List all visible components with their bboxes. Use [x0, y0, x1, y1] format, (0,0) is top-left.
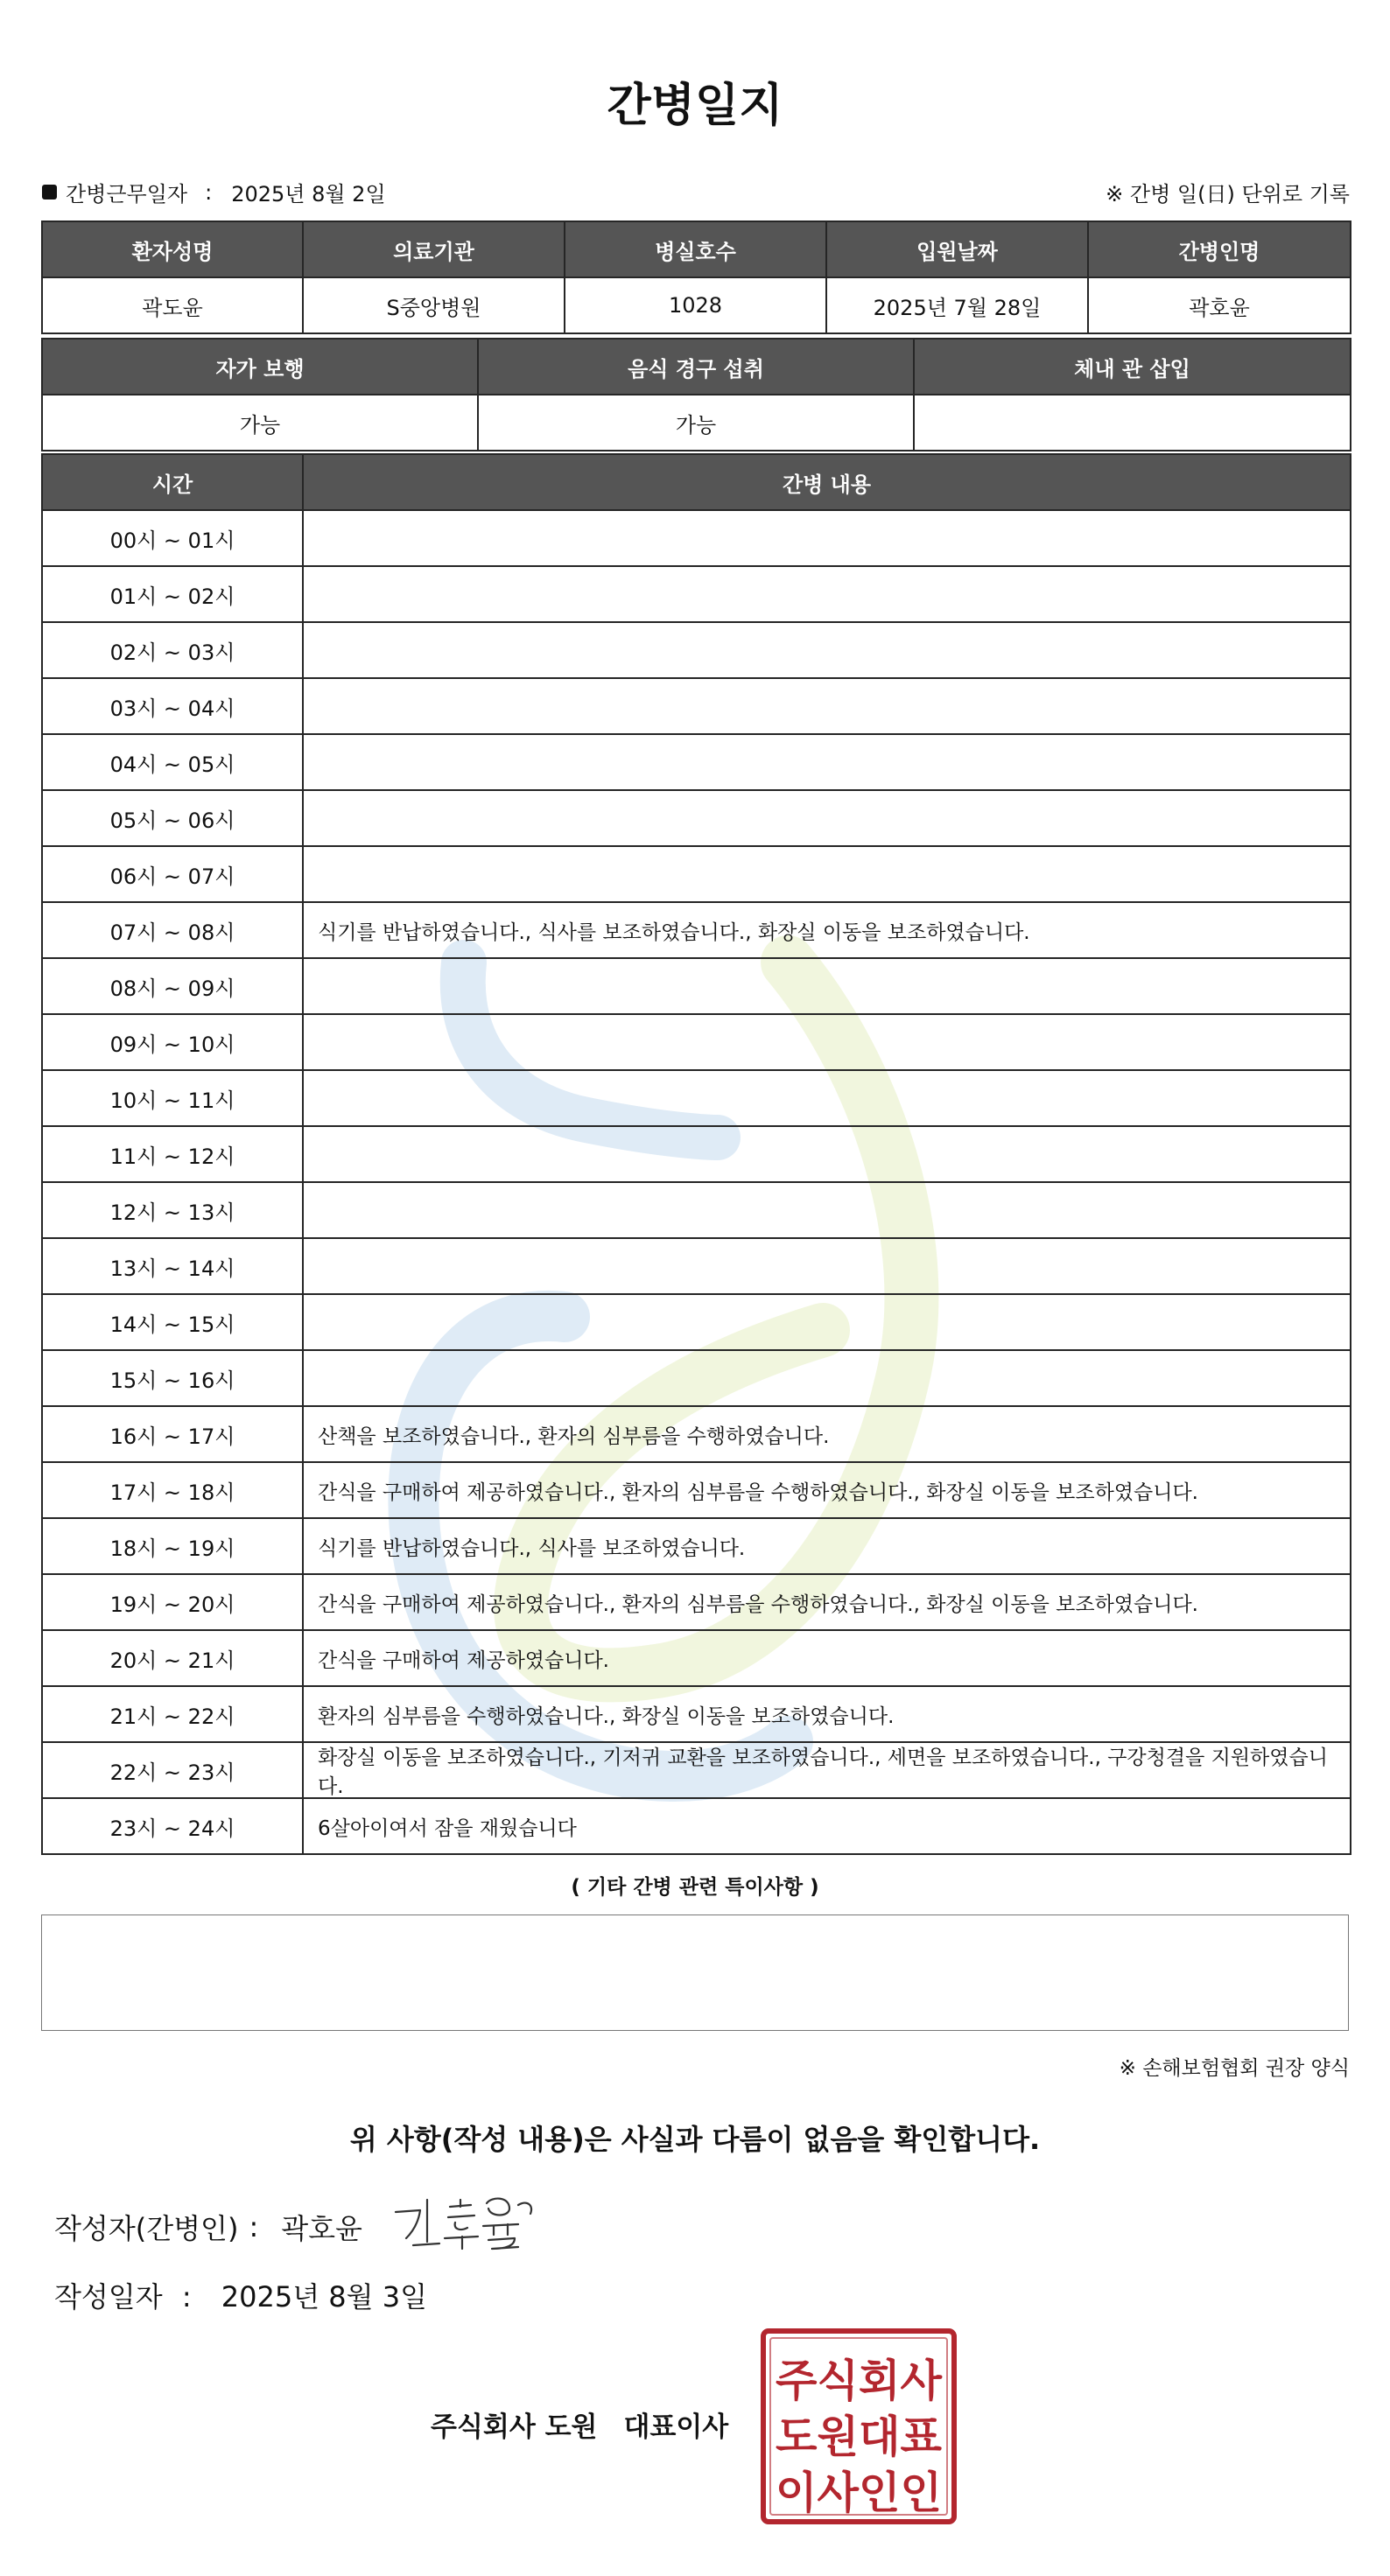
- care-content-cell: [302, 1293, 1351, 1351]
- caregiver-name-value: 곽호윤: [1087, 276, 1351, 334]
- company-seal-stamp: [760, 2328, 958, 2525]
- care-content-cell: [302, 1069, 1351, 1127]
- caregiver-name-header: 간병인명: [1087, 220, 1351, 278]
- special-notes-title: ( 기타 간병 관련 특이사항 ): [571, 1876, 819, 1899]
- care-content-cell: 환자의 심부름을 수행하였습니다., 화장실 이동을 보조하였습니다.: [302, 1685, 1351, 1743]
- company-signature-line: [431, 2404, 728, 2444]
- writer-name: 곽호윤: [281, 2212, 362, 2245]
- time-cell: 20시 ~ 21시: [41, 1629, 304, 1687]
- care-content-cell: 산책을 보조하였습니다., 환자의 심부름을 수행하였습니다.: [302, 1405, 1351, 1463]
- care-content-cell: 간식을 구매하여 제공하였습니다., 환자의 심부름을 수행하였습니다., 화장실 이동을 보조하였습니다.: [302, 1573, 1351, 1631]
- company-name: 주식회사 도원: [431, 2412, 598, 2443]
- writer-separator: :: [249, 2210, 259, 2244]
- tube-insertion-value: [913, 394, 1351, 452]
- care-content-cell: 6살아이여서 잠을 재웠습니다: [302, 1797, 1351, 1855]
- admission-date-value: 2025년 7월 28일: [825, 276, 1089, 334]
- care-content-cell: 화장실 이동을 보조하였습니다., 기저귀 교환을 보조하였습니다., 세면을 보조하였습니다., 구강청결을 지원하였습니다.: [302, 1741, 1351, 1799]
- care-content-cell: [302, 1181, 1351, 1239]
- page-title: 간병일지: [607, 80, 783, 132]
- time-cell: 13시 ~ 14시: [41, 1237, 304, 1295]
- care-content-cell: [302, 789, 1351, 847]
- write-date-row: [54, 2275, 427, 2315]
- time-cell: 23시 ~ 24시: [41, 1797, 304, 1855]
- time-header: 시간: [41, 453, 304, 511]
- oral-intake-value: 가능: [477, 394, 915, 452]
- tube-insertion-header: 체내 관 삽입: [913, 338, 1351, 396]
- care-content-cell: [302, 1349, 1351, 1407]
- time-cell: 04시 ~ 05시: [41, 733, 304, 791]
- time-cell: 00시 ~ 01시: [41, 509, 304, 567]
- time-cell: 19시 ~ 20시: [41, 1573, 304, 1631]
- room-number-header: 병실호수: [564, 220, 827, 278]
- confirmation-statement: 위 사항(작성 내용)은 사실과 다름이 없음을 확인합니다.: [349, 2123, 1041, 2156]
- condition-table: [41, 338, 1350, 450]
- care-content-cell: [302, 1237, 1351, 1295]
- time-cell: 03시 ~ 04시: [41, 677, 304, 735]
- duty-date-row: [42, 177, 1350, 208]
- admission-date-header: 입원날짜: [825, 220, 1089, 278]
- time-cell: 18시 ~ 19시: [41, 1517, 304, 1575]
- duty-date-field: [42, 177, 386, 207]
- time-cell: 12시 ~ 13시: [41, 1181, 304, 1239]
- care-content-cell: [302, 845, 1351, 903]
- care-content-header: 간병 내용: [302, 453, 1351, 511]
- writer-label: 작성자(간병인): [54, 2212, 239, 2245]
- time-cell: 14시 ~ 15시: [41, 1293, 304, 1351]
- care-content-cell: [302, 677, 1351, 735]
- time-cell: 11시 ~ 12시: [41, 1125, 304, 1183]
- time-cell: 02시 ~ 03시: [41, 621, 304, 679]
- form-source-note: ※ 손해보험협회 권장 양식: [1119, 2057, 1350, 2080]
- write-date-value: 2025년 8월 3일: [221, 2280, 428, 2314]
- time-cell: 15시 ~ 16시: [41, 1349, 304, 1407]
- care-content-cell: [302, 1125, 1351, 1183]
- patient-info-table: [41, 220, 1350, 332]
- seal-line-1: 주식회사: [776, 2356, 943, 2406]
- seal-line-3: 이사인인: [776, 2468, 942, 2518]
- care-content-cell: [302, 733, 1351, 791]
- care-content-cell: [302, 565, 1351, 623]
- care-content-cell: 간식을 구매하여 제공하였습니다.: [302, 1629, 1351, 1687]
- oral-intake-header: 음식 경구 섭취: [477, 338, 915, 396]
- hospital-value: S중앙병원: [302, 276, 565, 334]
- time-cell: 09시 ~ 10시: [41, 1013, 304, 1071]
- walking-value: 가능: [41, 394, 479, 452]
- walking-header: 자가 보행: [41, 338, 479, 396]
- care-content-cell: [302, 1013, 1351, 1071]
- representative-title: 대표이사: [623, 2412, 729, 2443]
- special-notes-box: [41, 1914, 1349, 2031]
- time-cell: 22시 ~ 23시: [41, 1741, 304, 1799]
- time-cell: 06시 ~ 07시: [41, 845, 304, 903]
- time-cell: 16시 ~ 17시: [41, 1405, 304, 1463]
- duty-date-separator: :: [205, 179, 213, 205]
- care-content-cell: 식기를 반납하였습니다., 식사를 보조하였습니다., 화장실 이동을 보조하였습니다.: [302, 901, 1351, 959]
- room-number-value: 1028: [564, 276, 827, 334]
- care-content-cell: [302, 509, 1351, 567]
- write-date-separator: :: [181, 2280, 192, 2314]
- care-content-cell: 간식을 구매하여 제공하였습니다., 환자의 심부름을 수행하였습니다., 화장실 이동을 보조하였습니다.: [302, 1461, 1351, 1519]
- time-cell: 17시 ~ 18시: [41, 1461, 304, 1519]
- record-unit-note: ※ 간병 일(日) 단위로 기록: [1106, 182, 1350, 206]
- time-cell: 05시 ~ 06시: [41, 789, 304, 847]
- seal-line-2: 도원대표: [776, 2412, 943, 2462]
- care-content-cell: [302, 621, 1351, 679]
- bullet-square-icon: [42, 185, 57, 200]
- writer-row: [54, 2207, 362, 2247]
- time-cell: 01시 ~ 02시: [41, 565, 304, 623]
- care-content-cell: [302, 957, 1351, 1015]
- patient-name-value: 곽도윤: [41, 276, 304, 334]
- handwritten-signature: [387, 2188, 544, 2258]
- time-cell: 08시 ~ 09시: [41, 957, 304, 1015]
- care-log-table: [41, 453, 1350, 1853]
- time-cell: 10시 ~ 11시: [41, 1069, 304, 1127]
- time-cell: 21시 ~ 22시: [41, 1685, 304, 1743]
- write-date-label: 작성일자: [54, 2280, 163, 2314]
- hospital-header: 의료기관: [302, 220, 565, 278]
- duty-date-value: 2025년 8월 2일: [231, 182, 386, 206]
- care-content-cell: 식기를 반납하였습니다., 식사를 보조하였습니다.: [302, 1517, 1351, 1575]
- patient-name-header: 환자성명: [41, 220, 304, 278]
- duty-date-label: 간병근무일자: [66, 182, 188, 206]
- time-cell: 07시 ~ 08시: [41, 901, 304, 959]
